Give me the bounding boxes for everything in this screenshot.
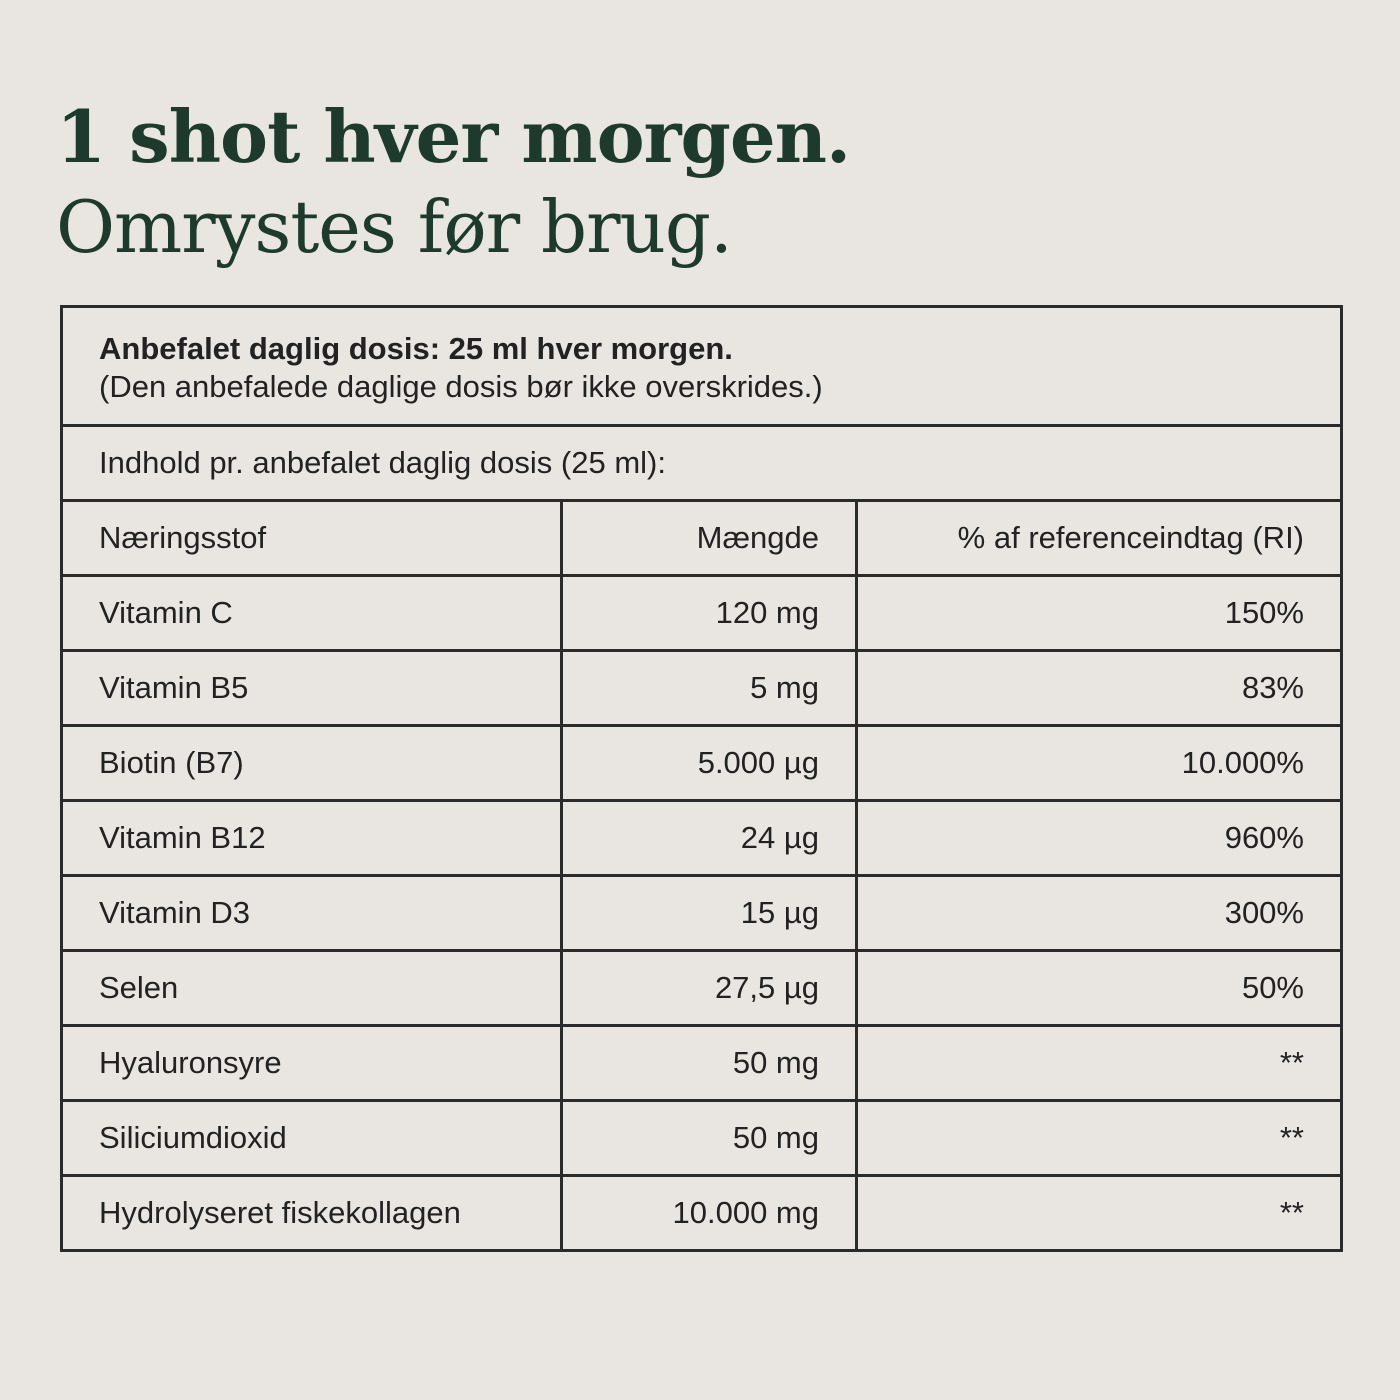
ri-cell: **	[857, 1101, 1342, 1176]
nutrient-cell: Hydrolyseret fiskekollagen	[62, 1176, 562, 1251]
header-amount: Mængde	[562, 501, 857, 576]
table-row	[62, 1026, 1342, 1101]
amount-cell: 50 mg	[562, 1026, 857, 1101]
header-row	[62, 501, 1342, 576]
amount-cell: 50 mg	[562, 1101, 857, 1176]
header-ri: % af referenceindtag (RI)	[857, 501, 1342, 576]
amount-cell: 27,5 µg	[562, 951, 857, 1026]
amount-cell: 5.000 µg	[562, 726, 857, 801]
amount-cell: 10.000 mg	[562, 1176, 857, 1251]
nutrient-cell: Vitamin B12	[62, 801, 562, 876]
table-row	[62, 951, 1342, 1026]
heading-title: 1 shot hver morgen.	[56, 94, 851, 179]
nutrient-cell: Hyaluronsyre	[62, 1026, 562, 1101]
table-row	[62, 1176, 1342, 1251]
nutrient-cell: Selen	[62, 951, 562, 1026]
ri-cell: **	[857, 1176, 1342, 1251]
nutrient-cell: Vitamin B5	[62, 651, 562, 726]
amount-cell: 24 µg	[562, 801, 857, 876]
ri-cell: 10.000%	[857, 726, 1342, 801]
content-label: Indhold pr. anbefalet daglig dosis (25 ml):	[62, 426, 1342, 501]
header-nutrient: Næringsstof	[62, 501, 562, 576]
table-row	[62, 576, 1342, 651]
amount-cell: 5 mg	[562, 651, 857, 726]
amount-cell: 15 µg	[562, 876, 857, 951]
nutrient-cell: Vitamin C	[62, 576, 562, 651]
heading	[56, 92, 1356, 272]
ri-cell: **	[857, 1026, 1342, 1101]
ri-cell: 300%	[857, 876, 1342, 951]
nutrient-cell: Siliciumdioxid	[62, 1101, 562, 1176]
ri-cell: 83%	[857, 651, 1342, 726]
nutrient-cell: Biotin (B7)	[62, 726, 562, 801]
nutrient-cell: Vitamin D3	[62, 876, 562, 951]
ri-cell: 960%	[857, 801, 1342, 876]
table-row	[62, 876, 1342, 951]
ri-cell: 150%	[857, 576, 1342, 651]
nutrition-table	[60, 305, 1343, 1252]
heading-subtitle: Omrystes før brug.	[56, 185, 732, 269]
ri-cell: 50%	[857, 951, 1342, 1026]
table-row	[62, 726, 1342, 801]
table-row	[62, 651, 1342, 726]
dose-cell	[62, 307, 1342, 426]
dose-label: Anbefalet daglig dosis: 25 ml hver morgen.	[99, 331, 733, 366]
dose-row	[62, 307, 1342, 426]
content-row	[62, 426, 1342, 501]
table-row	[62, 1101, 1342, 1176]
amount-cell: 120 mg	[562, 576, 857, 651]
dose-note: (Den anbefalede daglige dosis bør ikke overskrides.)	[99, 369, 823, 404]
table-row	[62, 801, 1342, 876]
